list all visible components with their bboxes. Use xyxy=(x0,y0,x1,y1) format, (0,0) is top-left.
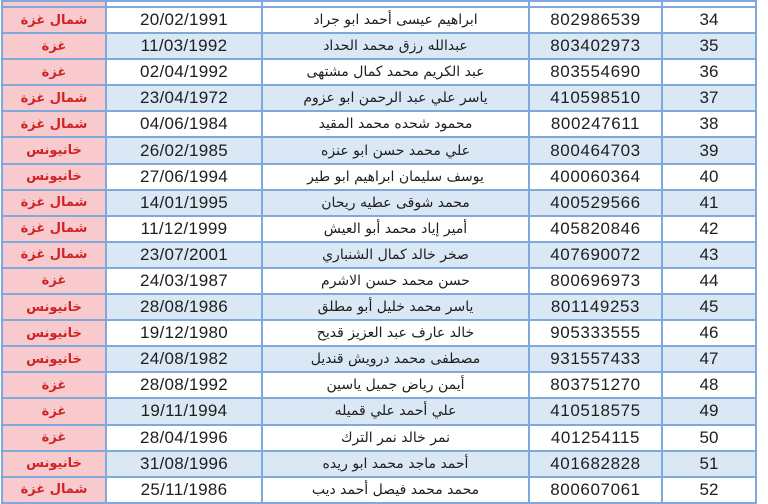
table-row xyxy=(2,320,756,346)
table-row xyxy=(2,164,756,190)
region-cell: غزة xyxy=(2,372,106,398)
birth-date-cell: 31/08/1996 xyxy=(106,451,262,477)
birth-date-cell: 11/12/1999 xyxy=(106,216,262,242)
serial-number-cell: 41 xyxy=(662,190,756,216)
region-cell: غزة xyxy=(2,398,106,424)
id-number-cell: 800247611 xyxy=(529,111,662,137)
serial-number-cell: 35 xyxy=(662,33,756,59)
full-name-cell: ياسر محمد خليل أبو مطلق xyxy=(262,294,529,320)
full-name-cell: أحمد ماجد محمد ابو ريده xyxy=(262,451,529,477)
birth-date-cell: 19/12/1980 xyxy=(106,320,262,346)
table-row xyxy=(2,111,756,137)
birth-date-cell: 27/06/1994 xyxy=(106,164,262,190)
region-cell: شمال غزة xyxy=(2,190,106,216)
full-name-cell: ابراهيم عيسى أحمد ابو جراد xyxy=(262,7,529,33)
table-row xyxy=(2,425,756,451)
region-cell: شمال غزة xyxy=(2,242,106,268)
region-cell: غزة xyxy=(2,59,106,85)
region-cell: شمال غزة xyxy=(2,216,106,242)
id-number-cell: 405820846 xyxy=(529,216,662,242)
records-table xyxy=(1,0,757,504)
region-cell: شمال غزة xyxy=(2,111,106,137)
serial-number-cell: 52 xyxy=(662,477,756,503)
table-row xyxy=(2,216,756,242)
table-row xyxy=(2,268,756,294)
table-row xyxy=(2,190,756,216)
birth-date-cell: 23/04/1972 xyxy=(106,85,262,111)
id-number-cell: 803554690 xyxy=(529,59,662,85)
full-name-cell: عبد الكريم محمد كمال مشتهى xyxy=(262,59,529,85)
full-name-cell: خالد عارف عبد العزيز قديح xyxy=(262,320,529,346)
region-cell: شمال غزة xyxy=(2,85,106,111)
region-cell: شمال غزة xyxy=(2,7,106,33)
table-row xyxy=(2,137,756,163)
full-name-cell: يوسف سليمان ابراهيم ابو طير xyxy=(262,164,529,190)
table-row xyxy=(2,33,756,59)
birth-date-cell: 28/08/1986 xyxy=(106,294,262,320)
serial-number-cell: 44 xyxy=(662,268,756,294)
region-cell: خانيونس xyxy=(2,451,106,477)
birth-date-cell: 26/02/1985 xyxy=(106,137,262,163)
birth-date-cell: 28/08/1992 xyxy=(106,372,262,398)
region-cell: خانيونس xyxy=(2,320,106,346)
serial-number-cell: 43 xyxy=(662,242,756,268)
serial-number-cell: 38 xyxy=(662,111,756,137)
birth-date-cell: 28/04/1996 xyxy=(106,425,262,451)
table-row xyxy=(2,85,756,111)
serial-number-cell: 34 xyxy=(662,7,756,33)
full-name-cell: علي محمد حسن ابو عنزه xyxy=(262,137,529,163)
id-number-cell: 410518575 xyxy=(529,398,662,424)
id-number-cell: 400529566 xyxy=(529,190,662,216)
table-body xyxy=(2,1,756,503)
serial-number-cell: 42 xyxy=(662,216,756,242)
id-number-cell: 931557433 xyxy=(529,346,662,372)
region-cell: غزة xyxy=(2,33,106,59)
region-cell: خانيونس xyxy=(2,137,106,163)
serial-number-cell: 45 xyxy=(662,294,756,320)
id-number-cell: 400060364 xyxy=(529,164,662,190)
full-name-cell: مصطفى محمد درويش قنديل xyxy=(262,346,529,372)
full-name-cell: نمر خالد نمر الترك xyxy=(262,425,529,451)
birth-date-cell: 23/07/2001 xyxy=(106,242,262,268)
full-name-cell: أمير إياد محمد أبو العيش xyxy=(262,216,529,242)
serial-number-cell: 40 xyxy=(662,164,756,190)
table-row xyxy=(2,346,756,372)
table-row xyxy=(2,398,756,424)
id-number-cell: 410598510 xyxy=(529,85,662,111)
table-row xyxy=(2,242,756,268)
id-number-cell: 803751270 xyxy=(529,372,662,398)
region-cell: شمال غزة xyxy=(2,477,106,503)
id-number-cell: 407690072 xyxy=(529,242,662,268)
id-number-cell: 800464703 xyxy=(529,137,662,163)
region-cell: غزة xyxy=(2,425,106,451)
birth-date-cell: 14/01/1995 xyxy=(106,190,262,216)
serial-number-cell: 50 xyxy=(662,425,756,451)
table-row xyxy=(2,372,756,398)
full-name-cell: صخر خالد كمال الشنباري xyxy=(262,242,529,268)
full-name-cell: أيمن رياض جميل ياسين xyxy=(262,372,529,398)
full-name-cell: محمد شوقى عطيه ريحان xyxy=(262,190,529,216)
id-number-cell: 802986539 xyxy=(529,7,662,33)
full-name-cell: محمد محمد فيصل أحمد ديب xyxy=(262,477,529,503)
table-row xyxy=(2,294,756,320)
region-cell: خانيونس xyxy=(2,164,106,190)
id-number-cell: 401254115 xyxy=(529,425,662,451)
id-number-cell: 800607061 xyxy=(529,477,662,503)
full-name-cell: محمود شحده محمد المقيد xyxy=(262,111,529,137)
id-number-cell: 800696973 xyxy=(529,268,662,294)
birth-date-cell: 19/11/1994 xyxy=(106,398,262,424)
id-number-cell: 905333555 xyxy=(529,320,662,346)
serial-number-cell: 48 xyxy=(662,372,756,398)
birth-date-cell: 24/03/1987 xyxy=(106,268,262,294)
table-row xyxy=(2,477,756,503)
region-cell: خانيونس xyxy=(2,294,106,320)
full-name-cell: علي أحمد علي قميله xyxy=(262,398,529,424)
region-cell: غزة xyxy=(2,268,106,294)
region-cell: خانيونس xyxy=(2,346,106,372)
serial-number-cell: 51 xyxy=(662,451,756,477)
birth-date-cell: 20/02/1991 xyxy=(106,7,262,33)
id-number-cell: 801149253 xyxy=(529,294,662,320)
serial-number-cell: 47 xyxy=(662,346,756,372)
birth-date-cell: 11/03/1992 xyxy=(106,33,262,59)
id-number-cell: 401682828 xyxy=(529,451,662,477)
birth-date-cell: 25/11/1986 xyxy=(106,477,262,503)
birth-date-cell: 24/08/1982 xyxy=(106,346,262,372)
birth-date-cell: 02/04/1992 xyxy=(106,59,262,85)
full-name-cell: حسن محمد حسن الاشرم xyxy=(262,268,529,294)
serial-number-cell: 46 xyxy=(662,320,756,346)
serial-number-cell: 49 xyxy=(662,398,756,424)
birth-date-cell: 04/06/1984 xyxy=(106,111,262,137)
serial-number-cell: 37 xyxy=(662,85,756,111)
table-row xyxy=(2,7,756,33)
table-row xyxy=(2,59,756,85)
serial-number-cell: 39 xyxy=(662,137,756,163)
table-row xyxy=(2,451,756,477)
full-name-cell: ياسر علي عبد الرحمن ابو عزوم xyxy=(262,85,529,111)
full-name-cell: عبدالله رزق محمد الحداد xyxy=(262,33,529,59)
serial-number-cell: 36 xyxy=(662,59,756,85)
id-number-cell: 803402973 xyxy=(529,33,662,59)
